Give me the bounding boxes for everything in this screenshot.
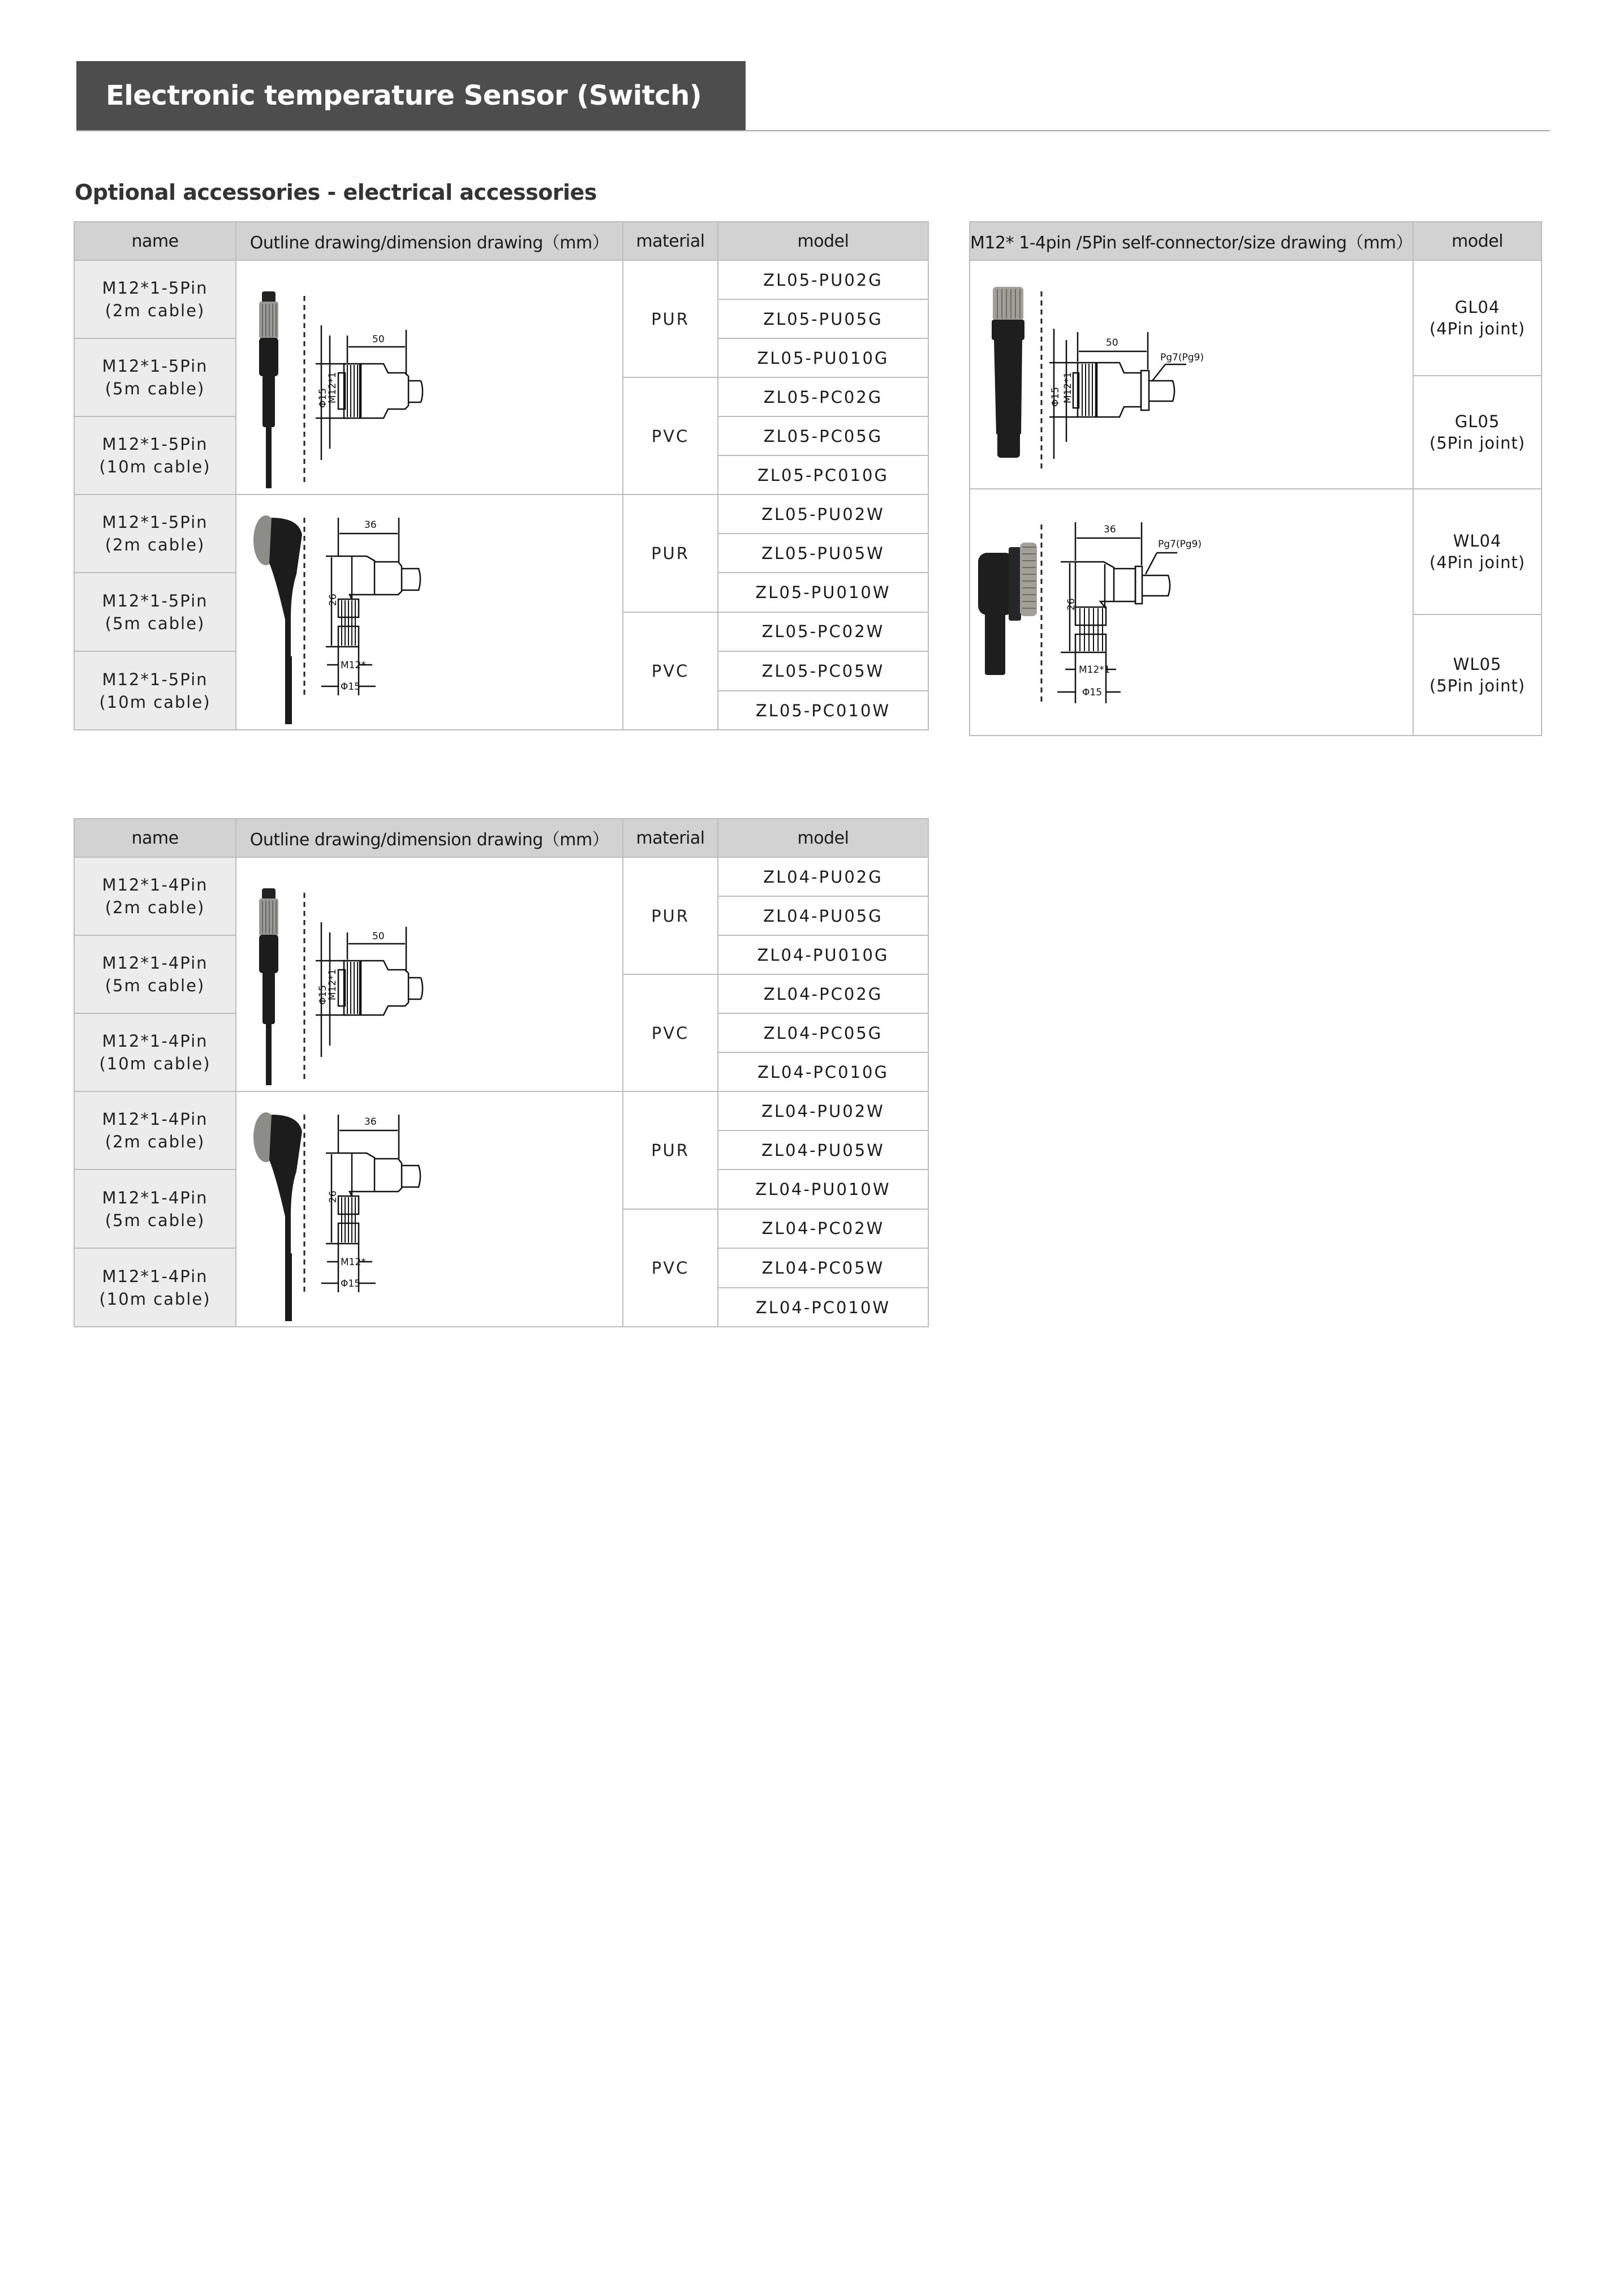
drawing-cell (236, 495, 623, 730)
cable-length: (5m cable) (105, 976, 205, 995)
column-header-name: name (74, 222, 236, 260)
cable-length: (5m cable) (105, 1210, 205, 1230)
model-cell: ZL05-PU02G (718, 260, 928, 299)
name-cell (74, 651, 236, 730)
cable-length: (10m cable) (99, 457, 211, 476)
cable-length: (2m cable) (105, 898, 205, 917)
model-cell: ZL04-PU05W (718, 1130, 928, 1170)
model-cell: ZL04-PC010W (718, 1288, 928, 1327)
name-cell (74, 416, 236, 495)
name-line: M12*1-4Pin (102, 953, 208, 973)
angled-cable-connector-icon (236, 495, 623, 729)
model-cell: ZL05-PU010W (718, 573, 928, 612)
name-line: M12*1-4Pin (102, 1110, 208, 1129)
column-header-material: material (623, 819, 718, 857)
name-line: M12*1-4Pin (102, 1266, 208, 1286)
column-header-drawing: Outline drawing/dimension drawing（mm） (236, 819, 623, 857)
material-cell: PVC (623, 974, 718, 1091)
model-cell: ZL04-PU010G (718, 935, 928, 974)
dim-gland: Pg7(Pg9) (1160, 352, 1204, 363)
model-cell: ZL04-PC05G (718, 1013, 928, 1052)
model-cell: ZL05-PC02G (718, 377, 928, 416)
drawing-cell (970, 489, 1413, 736)
name-cell (74, 338, 236, 416)
cable-length: (2m cable) (105, 301, 205, 320)
drawing-cell (236, 260, 623, 495)
model-cell (1413, 260, 1542, 376)
name-cell (74, 1013, 236, 1091)
name-cell (74, 573, 236, 651)
table-5pin-connectors (74, 221, 929, 730)
name-line: M12*1-5Pin (102, 669, 208, 689)
name-line: M12*1-4Pin (102, 1188, 208, 1207)
model-code: WL04 (1453, 531, 1502, 551)
cable-length: (10m cable) (99, 1289, 211, 1309)
column-header-drawing: M12* 1-4pin /5Pin self-connector/size drawing（mm） (970, 222, 1413, 260)
drawing-cell (236, 857, 623, 1091)
model-cell: ZL04-PC010G (718, 1052, 928, 1091)
material-cell: PUR (623, 495, 718, 612)
cable-length: (5m cable) (105, 379, 205, 398)
name-cell (74, 1170, 236, 1248)
svg-text:M12*1: M12*1 (327, 372, 338, 403)
name-line: M12*1-5Pin (102, 513, 208, 532)
model-cell: ZL05-PU010G (718, 338, 928, 377)
dim-length: 36 (1104, 524, 1116, 535)
name-line: M12*1-5Pin (102, 435, 208, 454)
material-cell: PVC (623, 612, 718, 730)
angled-self-connector-icon (970, 491, 1414, 734)
model-cell: ZL05-PC02W (718, 612, 928, 652)
name-cell (74, 260, 236, 338)
section-title: Optional accessories - electrical accessories (75, 180, 597, 205)
dim-thread: M12*1 (1079, 664, 1110, 676)
model-desc: (5Pin joint) (1429, 676, 1526, 695)
table-row (970, 489, 1542, 614)
table-header-row (74, 222, 928, 260)
column-header-name: name (74, 819, 236, 857)
table-header-row (74, 819, 928, 857)
column-header-material: material (623, 222, 718, 260)
name-line: M12*1-5Pin (102, 356, 208, 376)
dim-length: 36 (364, 519, 377, 531)
svg-text:M12*: M12* (341, 1257, 366, 1268)
material-cell: PUR (623, 857, 718, 974)
model-code: WL05 (1453, 655, 1502, 674)
model-code: GL04 (1454, 298, 1500, 317)
angled-cable-connector-icon (236, 1092, 623, 1326)
model-cell: ZL04-PU010W (718, 1170, 928, 1209)
model-desc: (4Pin joint) (1429, 553, 1526, 572)
cable-length: (10m cable) (99, 692, 211, 712)
name-line: M12*1-4Pin (102, 875, 208, 895)
table-row (74, 495, 928, 534)
svg-text:26: 26 (328, 1190, 339, 1203)
svg-text:26: 26 (328, 594, 339, 606)
name-cell (74, 495, 236, 573)
svg-text:Φ15: Φ15 (317, 984, 329, 1005)
model-cell: ZL04-PC05W (718, 1248, 928, 1288)
dim-length: 36 (364, 1116, 377, 1128)
straight-cable-connector-icon (236, 262, 623, 493)
column-header-model: model (718, 222, 928, 260)
model-desc: (5Pin joint) (1429, 433, 1526, 453)
material-cell: PUR (623, 1091, 718, 1209)
name-cell (74, 1248, 236, 1327)
model-cell (1413, 376, 1542, 489)
table-row (970, 260, 1542, 376)
svg-text:M12*: M12* (341, 660, 366, 671)
svg-text:Φ15: Φ15 (1050, 386, 1061, 407)
model-cell: ZL04-PU02G (718, 857, 928, 896)
model-cell: ZL05-PC05G (718, 416, 928, 455)
model-cell: ZL05-PU02W (718, 495, 928, 534)
column-header-drawing: Outline drawing/dimension drawing（mm） (236, 222, 623, 260)
model-cell: ZL05-PC010G (718, 455, 928, 495)
page-title: Electronic temperature Sensor (Switch) TS500 (76, 61, 746, 130)
straight-self-connector-icon (970, 261, 1414, 488)
table-row (74, 857, 928, 896)
svg-text:M12*1: M12*1 (1062, 372, 1074, 403)
dim-diameter: Φ15 (1082, 687, 1103, 698)
model-desc: (4Pin joint) (1429, 319, 1526, 338)
name-line: M12*1-5Pin (102, 278, 208, 298)
title-divider (76, 130, 1550, 131)
name-cell (74, 1091, 236, 1170)
drawing-cell (236, 1091, 623, 1327)
svg-text:Φ15: Φ15 (317, 388, 329, 408)
table-row (74, 1091, 928, 1130)
model-cell: ZL04-PC02G (718, 974, 928, 1013)
cable-length: (10m cable) (99, 1054, 211, 1073)
cable-length: (2m cable) (105, 535, 205, 554)
name-line: M12*1-4Pin (102, 1031, 208, 1051)
model-code: GL05 (1454, 412, 1500, 431)
table-row (74, 260, 928, 299)
table-4pin-connectors (74, 818, 929, 1327)
drawing-cell (970, 260, 1413, 489)
svg-text:M12*1: M12*1 (327, 969, 338, 1000)
material-cell: PVC (623, 377, 718, 495)
material-cell: PVC (623, 1209, 718, 1327)
dim-gland: Pg7(Pg9) (1158, 539, 1202, 550)
column-header-model: model (1413, 222, 1542, 260)
model-cell: ZL05-PC010W (718, 691, 928, 730)
model-cell: ZL05-PU05G (718, 299, 928, 338)
cable-length: (5m cable) (105, 613, 205, 633)
cable-length: (2m cable) (105, 1132, 205, 1151)
dim-diameter: Φ15 (341, 681, 361, 693)
dim-length: 50 (372, 931, 385, 942)
table-header-row (970, 222, 1542, 260)
dim-diameter: Φ15 (341, 1278, 361, 1289)
column-header-model: model (718, 819, 928, 857)
model-cell: ZL05-PC05W (718, 651, 928, 691)
svg-text:26: 26 (1066, 598, 1077, 610)
name-line: M12*1-5Pin (102, 591, 208, 610)
model-cell: ZL04-PC02W (718, 1209, 928, 1249)
name-cell (74, 935, 236, 1013)
model-cell: ZL05-PU05W (718, 534, 928, 573)
table-self-connectors (969, 221, 1542, 736)
model-cell (1413, 614, 1542, 736)
dim-length: 50 (372, 334, 385, 345)
straight-cable-connector-icon (236, 859, 623, 1090)
model-cell: ZL04-PU02W (718, 1091, 928, 1130)
model-cell: ZL04-PU05G (718, 896, 928, 935)
dim-length: 50 (1106, 337, 1118, 349)
material-cell: PUR (623, 260, 718, 377)
model-cell (1413, 489, 1542, 614)
name-cell (74, 857, 236, 935)
